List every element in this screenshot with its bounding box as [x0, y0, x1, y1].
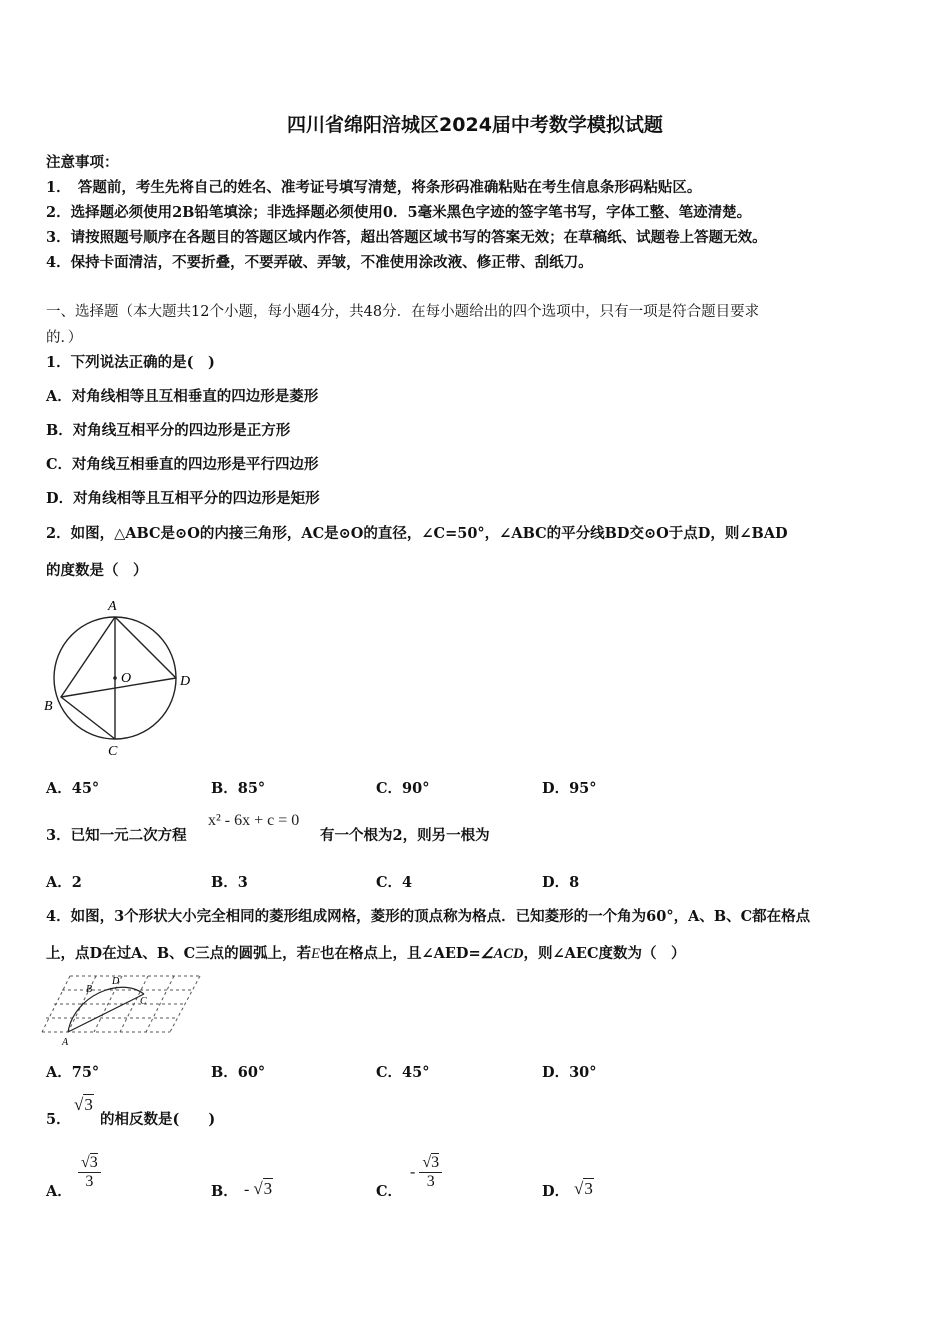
q5-option-d-label: D．	[542, 1183, 570, 1200]
q4-option-c: C．45°	[376, 1064, 430, 1081]
section-heading-line2: 的．）	[46, 330, 83, 346]
triangle-sides	[61, 617, 115, 739]
q4-line2-part3: ，则∠AEC度数为（ ）	[523, 945, 686, 962]
notice-item-4: 4．保持卡面清洁，不要折叠，不要弄破、弄皱，不准使用涂改液、修正带、刮纸刀。	[46, 254, 593, 271]
q5-stem-suffix: 的相反数是( )	[100, 1111, 216, 1128]
q4-option-d: D．30°	[542, 1064, 597, 1081]
q3-equation: x² - 6x + c = 0	[208, 812, 300, 829]
q4-option-b: B．60°	[211, 1064, 266, 1081]
q1-option-a: A．对角线相等且互相垂直的四边形是菱形	[46, 388, 319, 405]
q1-option-b: B．对角线互相平分的四边形是正方形	[46, 422, 291, 439]
chord-ad	[115, 617, 176, 678]
notice-item-3: 3．请按照题号顺序在各题目的答题区域内作答，超出答题区域书写的答案无效；在草稿纸、试题卷上答题无效。	[46, 229, 767, 246]
label-c: C	[140, 996, 147, 1007]
q3-option-a: A．2	[46, 874, 82, 891]
q3-stem-suffix: 有一个根为2，则另一根为	[320, 827, 490, 844]
q3-option-d: D．8	[542, 874, 580, 891]
q4-rhombus-grid-figure	[40, 970, 205, 1048]
q5-option-b-value: - √3	[244, 1179, 273, 1198]
q4-stem-line1: 4．如图，3个形状大小完全相同的菱形组成网格，菱形的顶点称为格点．已知菱形的一个角为60°，A、B、C都在格点	[46, 908, 811, 925]
label-c: C	[108, 744, 118, 759]
q2-circle-figure	[40, 592, 210, 762]
segment-ac	[68, 994, 144, 1032]
notice-item-1: 1． 答题前，考生先将自己的姓名、准考证号填写清楚，将条形码准确粘贴在考生信息条形码粘贴区。	[46, 179, 702, 196]
label-b: B	[44, 699, 53, 714]
q2-stem-line1: 2．如图，△ABC是⊙O的内接三角形，AC是⊙O的直径，∠C=50°，∠ABC的平分线BD交⊙O于点D，则∠BAD	[46, 525, 788, 542]
chord-bd	[61, 678, 176, 697]
q5-option-c-label: C．	[376, 1183, 403, 1200]
q2-option-b: B．85°	[211, 780, 266, 797]
q3-option-c: C．4	[376, 874, 413, 891]
q2-option-c: C．90°	[376, 780, 430, 797]
q3-option-b: B．3	[211, 874, 248, 891]
q1-stem: 1．下列说法正确的是( )	[46, 354, 215, 371]
grid-lines	[42, 976, 200, 1032]
q4-line2-part1: 上，点D在过A、B、C三点的圆弧上，若	[46, 945, 312, 962]
q1-option-d: D．对角线相等且互相平分的四边形是矩形	[46, 490, 320, 507]
q4-option-a: A．75°	[46, 1064, 100, 1081]
q4-line2-part2: 也在格点上，且∠AED=	[319, 945, 481, 962]
q4-stem-line2	[46, 942, 686, 963]
q5-number: 5．	[46, 1111, 71, 1128]
q2-stem-line2: 的度数是（ ）	[46, 562, 148, 579]
q2-option-a: A．45°	[46, 780, 100, 797]
q5-option-b-label: B．	[211, 1183, 238, 1200]
q5-option-a-frac: $\frac{√3}{3}$	[78, 1154, 101, 1191]
label-o: O	[121, 671, 132, 686]
label-d: D	[112, 976, 120, 987]
notice-heading: 注意事项：	[46, 154, 119, 171]
q1-option-c: C．对角线互相垂直的四边形是平行四边形	[46, 456, 319, 473]
label-a: A	[62, 1037, 69, 1048]
q5-option-c-value: - $\frac{√3}{3}$	[410, 1154, 442, 1191]
q5-option-a-label: A．	[46, 1183, 72, 1200]
q4-point-e: E	[311, 946, 320, 962]
center-point	[113, 676, 117, 680]
q5-radicand: 3	[84, 1095, 93, 1114]
q4-angle-acd: ∠ACD	[480, 946, 524, 962]
page-title: 四川省绵阳涪城区2024届中考数学模拟试题	[287, 114, 663, 136]
label-d: D	[180, 674, 191, 689]
q3-stem-prefix: 3．已知一元二次方程	[46, 827, 187, 844]
q2-option-d: D．95°	[542, 780, 597, 797]
notice-item-2: 2．选择题必须使用2B铅笔填涂；非选择题必须使用0．5毫米黑色字迹的签字笔书写，字体工整、笔迹清楚。	[46, 204, 752, 221]
q5-option-d-value: √3	[574, 1179, 593, 1198]
label-a: A	[108, 599, 117, 614]
q5-sqrt: √3	[74, 1095, 93, 1114]
label-b: B	[86, 984, 93, 995]
section-heading-line1: 一、选择题（本大题共12个小题，每小题4分，共48分．在每小题给出的四个选项中，只有一项是符合题目要求	[46, 304, 760, 320]
